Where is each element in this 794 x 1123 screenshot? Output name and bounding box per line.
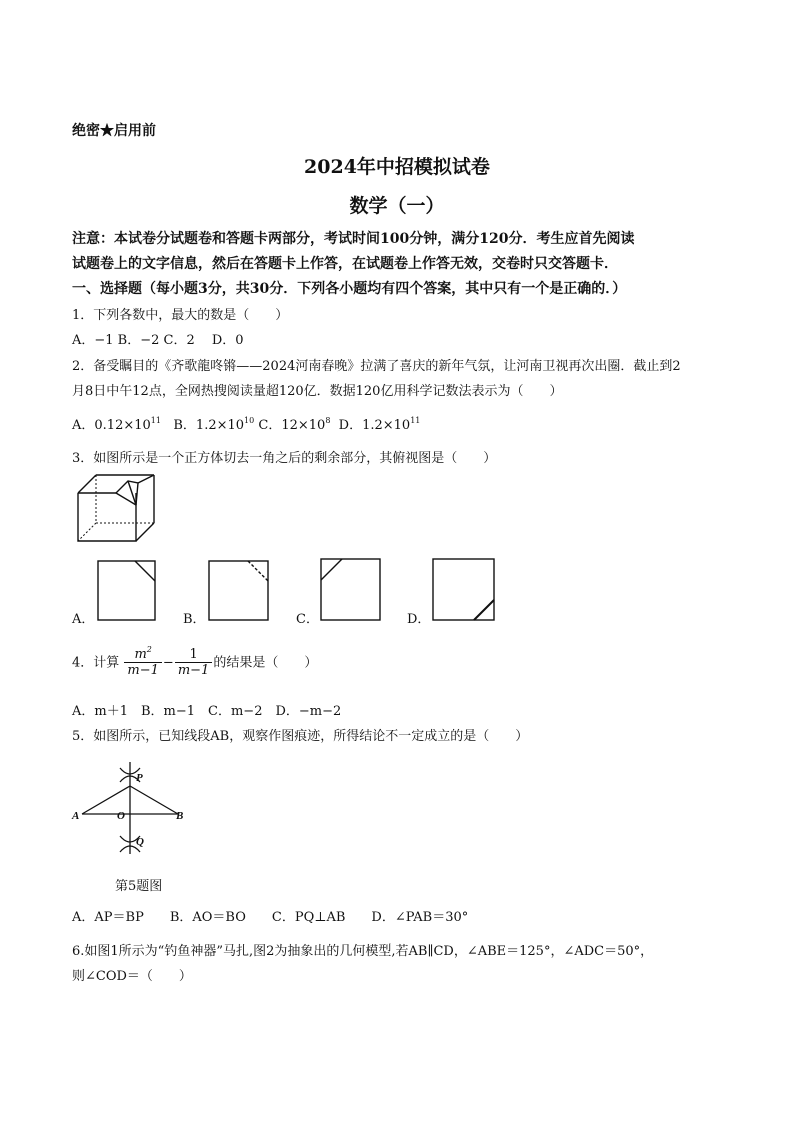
notice-line-1: 注意：本试卷分试题卷和答题卡两部分，考试时间100分钟，满分120分．考生应首先阅读 — [72, 231, 635, 247]
label-a: A — [72, 810, 80, 822]
question-2-line-2: 月8日中午12点，全网热搜阅读量超120亿．数据120亿用科学记数法表示为（ ） — [72, 384, 563, 399]
question-6-line-2: 则∠COD＝（ ） — [72, 969, 192, 984]
q3-option-a-label: A． — [72, 612, 95, 627]
question-4-options: A．m＋1 B．m−1 C．m−2 D．−m−2 — [72, 704, 342, 719]
section-heading: 一、选择题（每小题3分，共30分．下列各小题均有四个答案，其中只有一个是正确的．） — [72, 281, 627, 297]
q3-option-b-figure — [208, 560, 270, 622]
q5-construction-figure — [70, 760, 190, 860]
question-5-stem: 5．如图所示，已知线段AB，观察作图痕迹，所得结论不一定成立的是（ ） — [72, 729, 529, 744]
q2-option-c: C．$12\times 10^8$ — [258, 416, 331, 433]
question-3-stem: 3．如图所示是一个正方体切去一角之后的剩余部分，其俯视图是（ ） — [72, 451, 497, 466]
confidential-mark: 绝密★启用前 — [72, 123, 156, 139]
question-1-options: A．−1 B．−2 C．2 D．0 — [72, 333, 244, 348]
q3-option-d-label: D． — [407, 612, 431, 627]
question-4-stem: 4．计算 $\frac{m^2}{m-1}$ − $\frac{1}{m-1}$ 的结果是（ ） — [72, 645, 318, 678]
question-1-stem: 1．下列各数中，最大的数是（ ） — [72, 308, 289, 323]
q2-option-b: B．$1.2\times 10^{10}$ — [173, 416, 255, 433]
q3-option-c-label: C． — [296, 612, 319, 627]
cube-cut-corner-figure — [76, 473, 156, 545]
q3-option-a-figure — [97, 560, 157, 622]
label-o: O — [117, 810, 125, 822]
notice-line-2: 试题卷上的文字信息，然后在答题卡上作答，在试题卷上作答无效，交卷时只交答题卡． — [72, 256, 618, 272]
figure-5-caption: 第5题图 — [115, 879, 163, 894]
question-2-options — [72, 414, 420, 433]
fraction-one: $\frac{1}{m-1}$ — [175, 647, 213, 679]
q2-option-a: A．$0.12\times 10^{11}$ — [72, 416, 161, 433]
label-q: Q — [136, 836, 144, 848]
question-2-line-1: 2．备受瞩目的《齐歌龍咚锵——2024河南春晚》拉满了喜庆的新年气氛，让河南卫视再次出圈．截止到2 — [72, 359, 681, 374]
q2-option-d: D．$1.2\times 10^{11}$ — [338, 416, 421, 433]
exam-title: 2024年中招模拟试卷 — [304, 156, 490, 178]
fraction-m-squared: $\frac{m^2}{m-1}$ — [124, 647, 162, 679]
label-p: P — [136, 772, 143, 784]
exam-subtitle: 数学（一） — [349, 195, 445, 217]
label-b: B — [176, 810, 184, 822]
question-6-line-1: 6.如图1所示为“钓鱼神器”马扎,图2为抽象出的几何模型,若AB∥CD，∠ABE＝125°，∠ADC＝50°， — [72, 944, 654, 959]
q3-option-d-figure — [432, 558, 496, 622]
q3-option-b-label: B． — [183, 612, 206, 627]
q3-option-c-figure — [320, 558, 382, 622]
question-5-options: A．AP＝BP B．AO＝BO C．PQ⊥AB D．∠PAB＝30° — [72, 910, 469, 925]
